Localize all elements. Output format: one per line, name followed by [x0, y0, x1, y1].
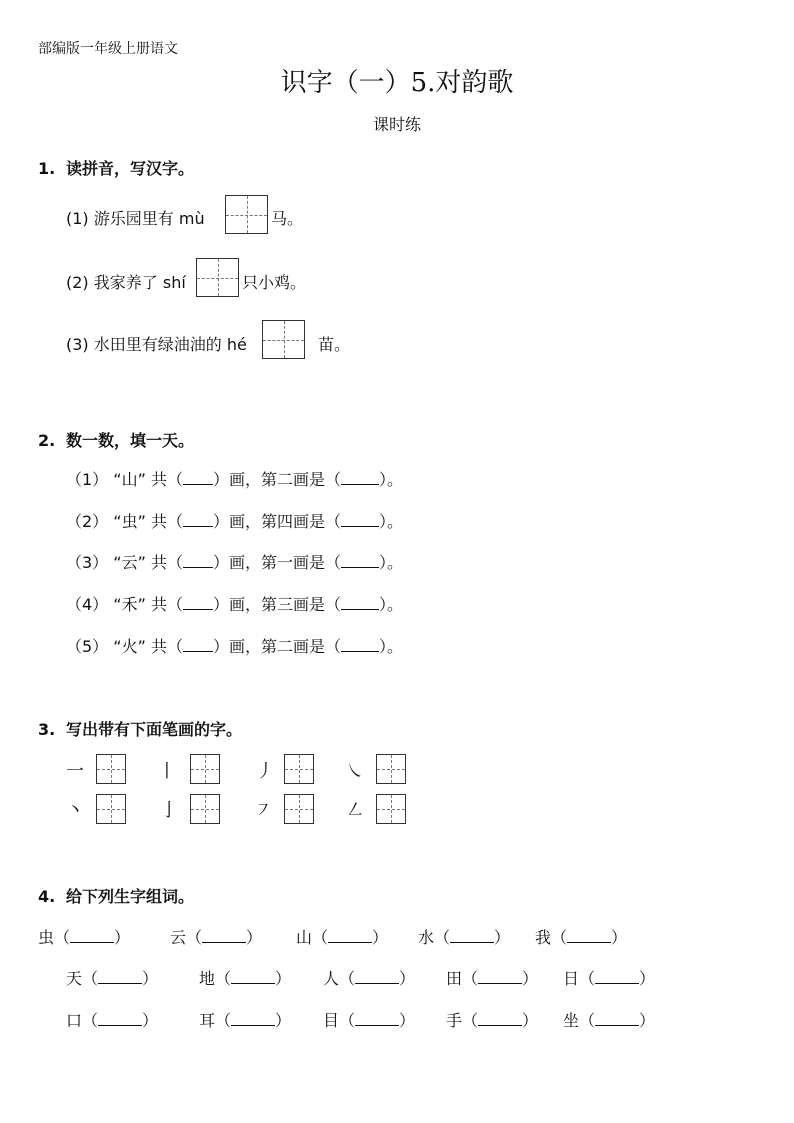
end-text: ）。 — [379, 512, 404, 531]
s1-item-1 — [66, 206, 205, 229]
end-text: ）。 — [379, 470, 404, 489]
word-item — [563, 966, 655, 989]
open-paren: （ — [579, 969, 596, 988]
stroke-glyph: ㇏ — [346, 761, 364, 782]
item-index: (3) — [66, 335, 89, 354]
close-paren: ） — [639, 1011, 656, 1030]
stroke-glyph: 亅 — [160, 800, 178, 821]
open-paren: （ — [312, 928, 329, 947]
stroke-glyph: 丨 — [158, 761, 176, 782]
word-blank[interactable] — [595, 969, 639, 984]
open-paren: （ — [551, 928, 568, 947]
pinyin: hé — [226, 335, 247, 354]
target-char: “云” — [113, 553, 146, 572]
section-2-heading — [38, 428, 194, 451]
close-paren: ） — [522, 969, 539, 988]
item-index: （5） — [66, 637, 109, 656]
close-paren: ） — [522, 1011, 539, 1030]
s2-item-3 — [66, 550, 403, 573]
blank-stroke[interactable] — [341, 553, 379, 568]
char: 口 — [66, 1011, 83, 1030]
tianzige-box[interactable] — [376, 754, 406, 784]
blank-count[interactable] — [183, 553, 213, 568]
blank-count[interactable] — [183, 470, 213, 485]
close-paren: ） — [142, 969, 159, 988]
word-blank[interactable] — [202, 928, 246, 943]
word-blank[interactable] — [70, 928, 114, 943]
char: 耳 — [199, 1011, 216, 1030]
stroke-glyph: ㇇ — [254, 800, 272, 821]
open-paren: （ — [215, 1011, 232, 1030]
item-index: （1） — [66, 470, 109, 489]
close-paren: ） — [494, 928, 511, 947]
word-item — [323, 1008, 415, 1031]
close-paren: ） — [611, 928, 628, 947]
close-paren: ） — [275, 1011, 292, 1030]
tianzige-box[interactable] — [190, 754, 220, 784]
s2-item-2 — [66, 509, 403, 532]
target-char: “山” — [113, 470, 146, 489]
blank-count[interactable] — [183, 512, 213, 527]
word-blank[interactable] — [231, 969, 275, 984]
word-blank[interactable] — [595, 1011, 639, 1026]
item-text-before: 游乐园里有 — [93, 209, 174, 228]
close-paren: ） — [639, 969, 656, 988]
target-char: “火” — [113, 637, 146, 656]
tianzige-box[interactable] — [96, 794, 126, 824]
open-paren: （ — [54, 928, 71, 947]
which-text: 第二画是（ — [261, 470, 342, 489]
stroke-glyph: ㇜ — [346, 800, 364, 821]
open-paren: （ — [462, 1011, 479, 1030]
word-item — [563, 1008, 655, 1031]
section-number: 1. — [38, 159, 56, 178]
item-index: (2) — [66, 273, 89, 292]
item-text-before: 我家养了 — [93, 273, 158, 292]
word-blank[interactable] — [450, 928, 494, 943]
section-title: 数一数，填一天。 — [66, 431, 195, 450]
tianzige-box[interactable] — [96, 754, 126, 784]
char: 日 — [563, 969, 580, 988]
word-blank[interactable] — [478, 1011, 522, 1026]
gong-text: 共（ — [150, 512, 183, 531]
hua-text: ）画， — [212, 595, 261, 614]
gong-text: 共（ — [150, 595, 183, 614]
item-index: （2） — [66, 512, 109, 531]
char: 天 — [66, 969, 83, 988]
s2-item-4 — [66, 592, 403, 615]
close-paren: ） — [275, 969, 292, 988]
s1-item-2 — [66, 270, 186, 293]
word-item — [296, 925, 388, 948]
hua-text: ）画， — [212, 512, 261, 531]
item-index: (1) — [66, 209, 89, 228]
which-text: 第四画是（ — [261, 512, 342, 531]
item-index: （4） — [66, 595, 109, 614]
word-item — [323, 966, 415, 989]
char: 坐 — [563, 1011, 580, 1030]
which-text: 第二画是（ — [261, 637, 342, 656]
open-paren: （ — [339, 1011, 356, 1030]
item-text-after: 马。 — [271, 209, 304, 228]
item-index: （3） — [66, 553, 109, 572]
stroke-glyph: 丿 — [256, 761, 274, 782]
word-item — [446, 966, 538, 989]
open-paren: （ — [462, 969, 479, 988]
word-blank[interactable] — [355, 969, 399, 984]
section-number: 4. — [38, 887, 56, 906]
open-paren: （ — [579, 1011, 596, 1030]
section-4-heading — [38, 884, 194, 907]
which-text: 第三画是（ — [261, 595, 342, 614]
blank-count[interactable] — [183, 637, 213, 652]
tianzige-box[interactable] — [190, 794, 220, 824]
section-1-heading — [38, 156, 194, 179]
word-item — [446, 1008, 538, 1031]
word-item — [418, 925, 510, 948]
word-blank[interactable] — [355, 1011, 399, 1026]
end-text: ）。 — [379, 637, 404, 656]
char: 目 — [323, 1011, 340, 1030]
close-paren: ） — [399, 1011, 416, 1030]
item-text-before: 水田里有绿油油的 — [93, 335, 222, 354]
s2-item-1 — [66, 467, 403, 490]
pinyin: shí — [162, 273, 186, 292]
open-paren: （ — [215, 969, 232, 988]
target-char: “虫” — [113, 512, 146, 531]
tianzige-box[interactable] — [225, 195, 268, 234]
section-title: 写出带有下面笔画的字。 — [66, 720, 243, 739]
target-char: “禾” — [113, 595, 146, 614]
s1-item-3 — [66, 332, 247, 355]
word-item — [170, 925, 262, 948]
char: 山 — [296, 928, 313, 947]
page-subtitle: 课时练 — [372, 115, 421, 134]
section-title: 给下列生字组词。 — [66, 887, 195, 906]
word-blank[interactable] — [478, 969, 522, 984]
open-paren: （ — [339, 969, 356, 988]
section-3-heading — [38, 717, 242, 740]
hua-text: ）画， — [212, 470, 261, 489]
gong-text: 共（ — [150, 637, 183, 656]
close-paren: ） — [114, 928, 131, 947]
hua-text: ）画， — [212, 553, 261, 572]
char: 云 — [170, 928, 187, 947]
tianzige-box[interactable] — [284, 754, 314, 784]
char: 手 — [446, 1011, 463, 1030]
blank-stroke[interactable] — [341, 637, 379, 652]
word-blank[interactable] — [567, 928, 611, 943]
header-note: 部编版一年级上册语文 — [38, 41, 178, 57]
close-paren: ） — [399, 969, 416, 988]
word-blank[interactable] — [98, 1011, 142, 1026]
char: 水 — [418, 928, 435, 947]
tianzige-box[interactable] — [284, 794, 314, 824]
tianzige-box[interactable] — [262, 320, 305, 359]
hua-text: ）画， — [212, 637, 261, 656]
section-number: 3. — [38, 720, 56, 739]
blank-count[interactable] — [183, 595, 213, 610]
word-item — [199, 1008, 291, 1031]
end-text: ）。 — [379, 595, 404, 614]
char: 我 — [535, 928, 552, 947]
item-text-after: 苗。 — [318, 335, 351, 354]
gong-text: 共（ — [150, 553, 183, 572]
end-text: ）。 — [379, 553, 404, 572]
open-paren: （ — [82, 969, 99, 988]
blank-stroke[interactable] — [341, 595, 379, 610]
page-title: 识字（一）5.对韵歌 — [280, 68, 514, 98]
blank-stroke[interactable] — [341, 512, 379, 527]
open-paren: （ — [434, 928, 451, 947]
close-paren: ） — [142, 1011, 159, 1030]
stroke-glyph: 丶 — [66, 800, 84, 821]
pinyin: mù — [178, 209, 205, 228]
word-item — [66, 1008, 158, 1031]
word-blank[interactable] — [328, 928, 372, 943]
char: 田 — [446, 969, 463, 988]
word-item — [199, 966, 291, 989]
section-title: 读拼音，写汉字。 — [66, 159, 195, 178]
tianzige-box[interactable] — [196, 258, 239, 297]
char: 虫 — [38, 928, 55, 947]
which-text: 第一画是（ — [261, 553, 342, 572]
word-blank[interactable] — [98, 969, 142, 984]
blank-stroke[interactable] — [341, 470, 379, 485]
word-item — [66, 966, 158, 989]
word-blank[interactable] — [231, 1011, 275, 1026]
s2-item-5 — [66, 634, 403, 657]
open-paren: （ — [82, 1011, 99, 1030]
word-item — [38, 925, 130, 948]
open-paren: （ — [186, 928, 203, 947]
stroke-glyph: 一 — [66, 761, 84, 782]
item-text-after: 只小鸡。 — [242, 273, 307, 292]
section-number: 2. — [38, 431, 56, 450]
tianzige-box[interactable] — [376, 794, 406, 824]
word-item — [535, 925, 627, 948]
close-paren: ） — [246, 928, 263, 947]
char: 人 — [323, 969, 340, 988]
close-paren: ） — [372, 928, 389, 947]
gong-text: 共（ — [150, 470, 183, 489]
char: 地 — [199, 969, 216, 988]
